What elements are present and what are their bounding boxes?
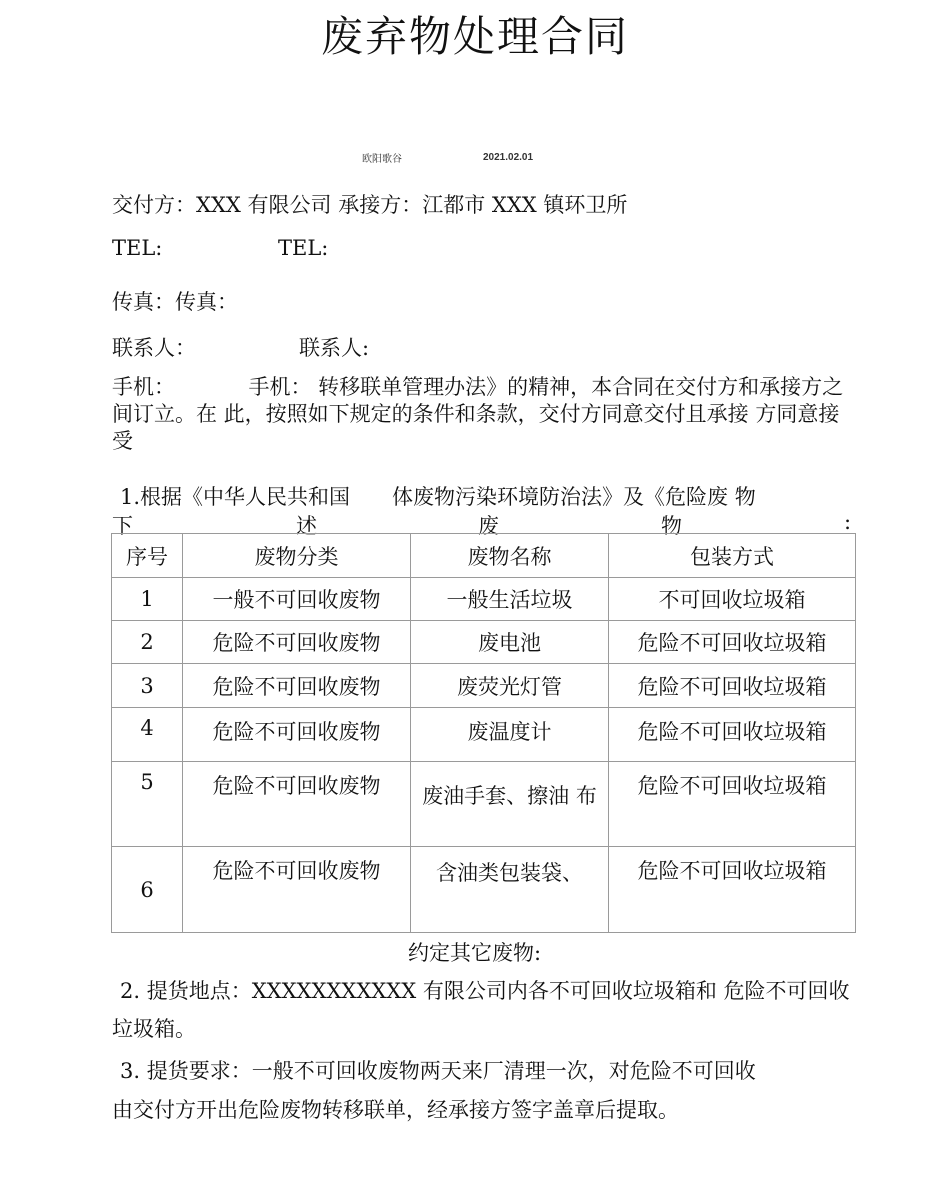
tel-right: TEL: [278,236,329,260]
mobile-intro-paragraph: 手机： 手机： 转移联单管理办法》的精神，本合同在交付方和承接方之间订立。在 此，按照如下规定的条件和条款，交付方同意交付且承接 方同意接受 [112,375,844,453]
clause-1-colon: : [844,510,852,534]
row-category: 一般不可回收废物 [183,578,411,621]
row-name: 废电池 [411,621,609,664]
header-name: 废物名称 [411,534,609,578]
row-seq: 4 [112,708,183,762]
header-packaging: 包装方式 [609,534,856,578]
row-category: 危险不可回收废物 [183,847,411,933]
author-name: 欧阳歌谷 [362,154,402,165]
row-name: 一般生活垃圾 [411,578,609,621]
table-row [112,762,856,847]
row-name: 废温度计 [411,708,609,762]
clause-3-line-2: 由交付方开出危险废物转移联单，经承接方签字盖章后提取。 [112,1098,679,1122]
clause-1-line-1: 1.根据《中华人民共和国 体废物污染环境防治法》及《危险废 物 [120,485,756,509]
table-header-row [112,534,856,578]
row-seq: 5 [112,762,183,847]
clause-1-word-3: 废 [478,514,499,538]
row-category: 危险不可回收废物 [183,664,411,708]
table-row [112,708,856,762]
contact-right: 联系人: [299,336,370,360]
row-category: 危险不可回收废物 [183,621,411,664]
other-waste-label: 约定其它废物: [408,941,542,965]
table-row [112,578,856,621]
row-name: 含油类包装袋、 [411,847,609,933]
row-packaging: 危险不可回收垃圾箱 [609,621,856,664]
header-seq: 序号 [112,534,183,578]
row-packaging: 危险不可回收垃圾箱 [609,762,856,847]
row-packaging: 不可回收垃圾箱 [609,578,856,621]
row-seq: 2 [112,621,183,664]
row-category: 危险不可回收废物 [183,762,411,847]
row-seq: 1 [112,578,183,621]
clause-2: 2. 提货地点：XXXXXXXXXXX 有限公司内各不可回收垃圾箱和 危险不可回收垃圾箱。 [112,979,850,1041]
table-row [112,847,856,933]
row-packaging: 危险不可回收垃圾箱 [609,708,856,762]
clause-1-word-2: 述 [296,514,317,538]
document-title: 废弃物处理合同 [320,12,629,61]
row-packaging: 危险不可回收垃圾箱 [609,847,856,933]
clause-3-line-1: 3. 提货要求：一般不可回收废物两天来厂清理一次，对危险不可回收 [120,1059,756,1083]
clause-1-word-4: 物 [661,514,682,538]
parties-line: 交付方：XXX 有限公司 承接方：江都市 XXX 镇环卫所 [112,193,628,217]
table-row [112,621,856,664]
row-name: 废荧光灯管 [411,664,609,708]
row-seq: 6 [112,847,183,933]
row-name: 废油手套、擦油 布 [411,762,609,847]
row-seq: 3 [112,664,183,708]
row-packaging: 危险不可回收垃圾箱 [609,664,856,708]
row-category: 危险不可回收废物 [183,708,411,762]
header-category: 废物分类 [183,534,411,578]
contact-left: 联系人： [112,336,196,360]
fax-line: 传真：传真： [112,290,238,314]
clause-1-word-1: 下 [112,514,133,538]
tel-left: TEL: [112,236,163,260]
waste-table [111,533,856,933]
table-row [112,664,856,708]
document-date: 2021.02.01 [483,152,534,163]
